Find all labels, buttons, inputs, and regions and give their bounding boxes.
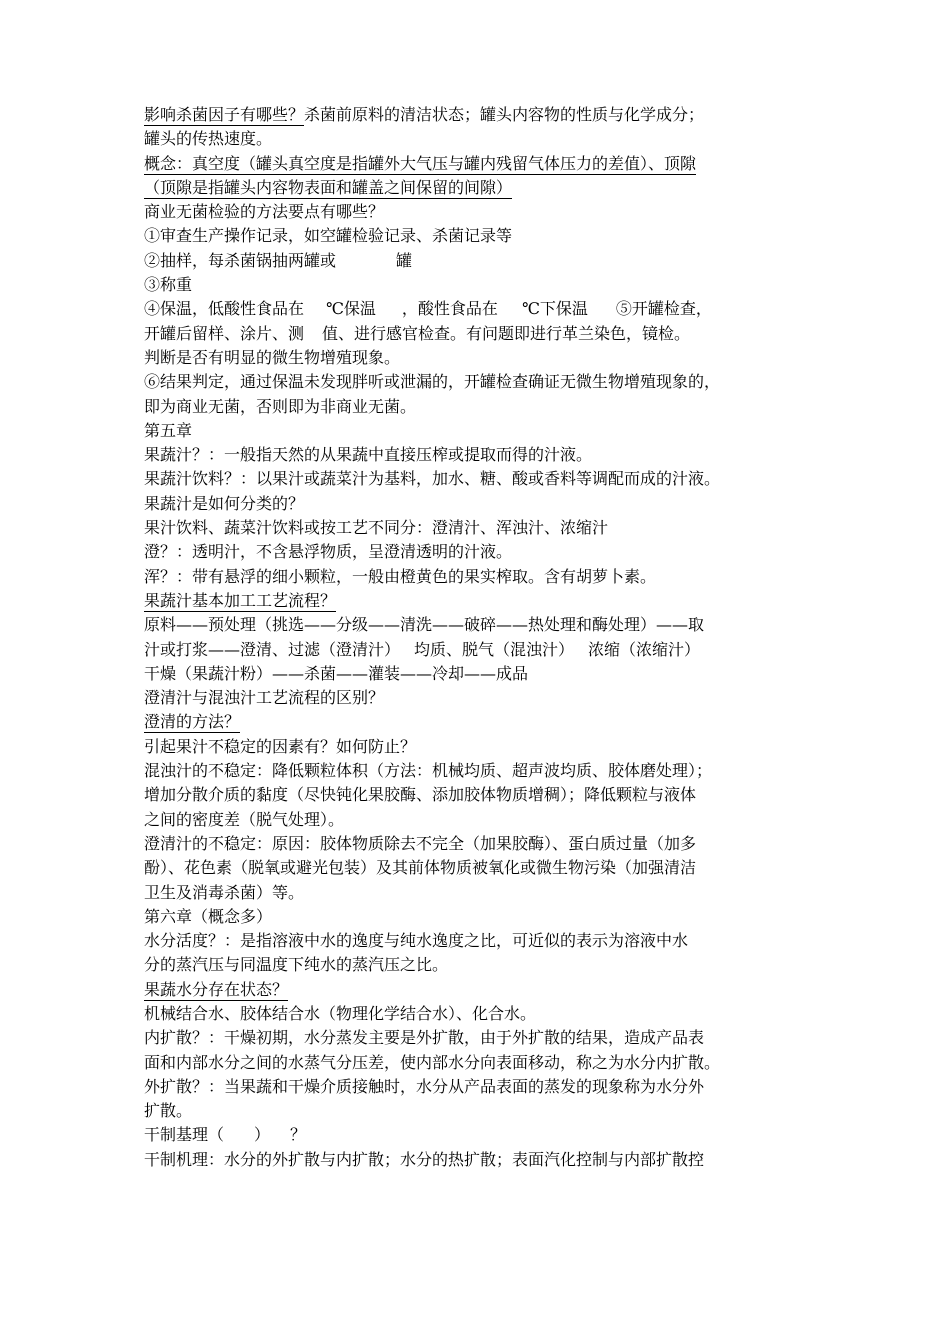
paragraph-line [144, 638, 814, 662]
question-heading: 果蔬汁是如何分类的？ [144, 493, 305, 513]
chapter-heading: 第五章 [144, 420, 193, 440]
paragraph-line [144, 297, 814, 321]
line-text: 面和内部水分之间的水蒸气分压差，使内部水分向表面移动，称之为水分内扩散。 [144, 1052, 721, 1072]
line-text: ，酸性食品在 [401, 299, 498, 319]
line-text: 干制机理：水分的外扩散与内扩散；水分的热扩散；表面汽化控制与内部扩散控 [144, 1149, 705, 1169]
line-text: ②抽样，每杀菌锅抽两罐或 [144, 250, 337, 270]
paragraph-line [144, 759, 814, 783]
line-text: ④保温，低酸性食品在 [144, 299, 305, 319]
line-text: 均质、脱气（混浊汁） [414, 639, 575, 659]
paragraph-line [144, 467, 814, 491]
line-text: 酚）、花色素（脱氧或避光包装）及其前体物质被氧化或微生物污染（加强清洁 [144, 858, 697, 878]
line-text: 分的蒸汽压与同温度下纯水的蒸汽压之比。 [144, 955, 449, 975]
answer-text: 杀菌前原料的清洁状态；罐头内容物的性质与化学成分； [304, 105, 705, 124]
paragraph-line [144, 249, 814, 273]
paragraph-line [144, 322, 814, 346]
paragraph-line [144, 881, 814, 905]
paragraph-line [144, 127, 814, 151]
line-text: 澄清汁的不稳定：原因：胶体物质除去不完全（加果胶酶）、蛋白质过量（加多 [144, 833, 697, 853]
question-heading: 影响杀菌因子有哪些？ [144, 105, 305, 124]
line-text: 果蔬汁饮料？：以果汁或蔬菜汁为基料，加水、糖、酸或香料等调配而成的汁液。 [144, 469, 721, 489]
paragraph-line [144, 395, 814, 419]
paragraph-line [144, 370, 814, 394]
paragraph-line [144, 224, 814, 248]
line-text: 开罐后留样、涂片、测 [144, 323, 305, 343]
paragraph-line [144, 978, 814, 1002]
line-text: ） [254, 1125, 271, 1145]
line-text: 果蔬汁？：一般指天然的从果蔬中直接压榨或提取而得的汁液。 [144, 445, 593, 465]
paragraph-line [144, 565, 814, 589]
line-text: 原料——预处理（挑选——分级——清洗——破碎——热处理和酶处理）——取 [144, 615, 705, 635]
question-heading: 干制基理（ [144, 1125, 225, 1145]
document-body [144, 103, 814, 1172]
paragraph-line [144, 735, 814, 759]
paragraph-line [144, 1148, 814, 1172]
paragraph-line [144, 832, 814, 856]
paragraph-line [144, 662, 814, 686]
paragraph-line [144, 783, 814, 807]
paragraph-line [144, 686, 814, 710]
line-text: 汁或打浆——澄清、过滤（澄清汁） [144, 639, 401, 659]
paragraph-line [144, 516, 814, 540]
concept-text: （顶隙是指罐头内容物表面和罐盖之间保留的间隙） [144, 177, 513, 197]
paragraph-line [144, 419, 814, 443]
paragraph-line [144, 929, 814, 953]
question-heading: 引起果汁不稳定的因素有？如何防止？ [144, 736, 417, 756]
line-text: 混浊汁的不稳定：降低颗粒体积（方法：机械均质、超声波均质、胶体磨处理）； [144, 761, 713, 781]
paragraph-line [144, 1099, 814, 1123]
question-heading: 果蔬汁基本加工工艺流程？ [144, 590, 337, 610]
paragraph-line [144, 152, 814, 176]
line-text: 果汁饮料、蔬菜汁饮料或按工艺不同分：澄清汁、浑浊汁、浓缩汁 [144, 518, 609, 538]
paragraph-line [144, 492, 814, 516]
line-text: ⑥结果判定，通过保温未发现胖听或泄漏的，开罐检查确证无微生物增殖现象的， [144, 372, 721, 392]
line-text: ①审查生产操作记录，如空罐检验记录、杀菌记录等 [144, 226, 513, 246]
question-heading: 澄清汁与混浊汁工艺流程的区别？ [144, 688, 385, 708]
chapter-heading: 第六章（概念多） [144, 906, 273, 926]
paragraph-line [144, 1026, 814, 1050]
line-text: 机械结合水、胶体结合水（物理化学结合水）、化合水。 [144, 1003, 537, 1023]
line-text: 判断是否有明显的微生物增殖现象。 [144, 347, 401, 367]
line-text: 罐 [396, 250, 413, 270]
paragraph-line [144, 200, 814, 224]
line-text: 干燥（果蔬汁粉）——杀菌——灌装——冷却——成品 [144, 663, 529, 683]
paragraph-line [144, 905, 814, 929]
line-text: 增加分散介质的黏度（尽快钝化果胶酶、添加胶体物质增稠）；降低颗粒与液体 [144, 785, 697, 805]
line-text: ⑤开罐检查， [615, 299, 712, 319]
paragraph-line [144, 953, 814, 977]
paragraph-line [144, 1123, 814, 1147]
line-text: 罐头的传热速度。 [144, 129, 273, 149]
line-text: 浑？：带有悬浮的细小颗粒，一般由橙黄色的果实榨取。含有胡萝卜素。 [144, 566, 657, 586]
line-text: 澄？：透明汁，不含悬浮物质，呈澄清透明的汁液。 [144, 542, 513, 562]
paragraph-line [144, 273, 814, 297]
paragraph-line [144, 176, 814, 200]
paragraph-line [144, 1075, 814, 1099]
line-text: 值、进行感官检查。有问题即进行革兰染色，镜检。 [322, 323, 691, 343]
question-heading: 果蔬水分存在状态？ [144, 979, 289, 999]
paragraph-line [144, 1051, 814, 1075]
paragraph-line [144, 613, 814, 637]
paragraph-line [144, 856, 814, 880]
paragraph-line [144, 443, 814, 467]
paragraph-line [144, 589, 814, 613]
line-text: 外扩散？：当果蔬和干燥介质接触时，水分从产品表面的蒸发的现象称为水分外 [144, 1076, 705, 1096]
paragraph-line [144, 540, 814, 564]
line-text: 之间的密度差（脱气处理）。 [144, 809, 345, 829]
paragraph-line [144, 103, 814, 127]
concept-text: 概念：真空度（罐头真空度是指罐外大气压与罐内残留气体压力的差值）、顶隙 [144, 153, 697, 173]
line-text: ℃保温 [326, 299, 376, 319]
line-text: 即为商业无菌，否则即为非商业无菌。 [144, 396, 417, 416]
paragraph-line [144, 1002, 814, 1026]
line-text: 内扩散？：干燥初期，水分蒸发主要是外扩散，由于外扩散的结果，造成产品表 [144, 1028, 705, 1048]
paragraph-line [144, 346, 814, 370]
question-heading: 商业无菌检验的方法要点有哪些？ [144, 202, 385, 222]
question-heading: 澄清的方法？ [144, 712, 241, 732]
paragraph-line [144, 808, 814, 832]
line-text: 卫生及消毒杀菌）等。 [144, 882, 305, 902]
line-text: ℃下保温 [521, 299, 588, 319]
line-text: ？ [290, 1125, 307, 1145]
paragraph-line [144, 710, 814, 734]
line-text: 水分活度？：是指溶液中水的逸度与纯水逸度之比，可近似的表示为溶液中水 [144, 931, 689, 951]
line-text: 浓缩（浓缩汁） [588, 639, 701, 659]
line-text: ③称重 [144, 275, 193, 295]
line-text: 扩散。 [144, 1101, 193, 1121]
